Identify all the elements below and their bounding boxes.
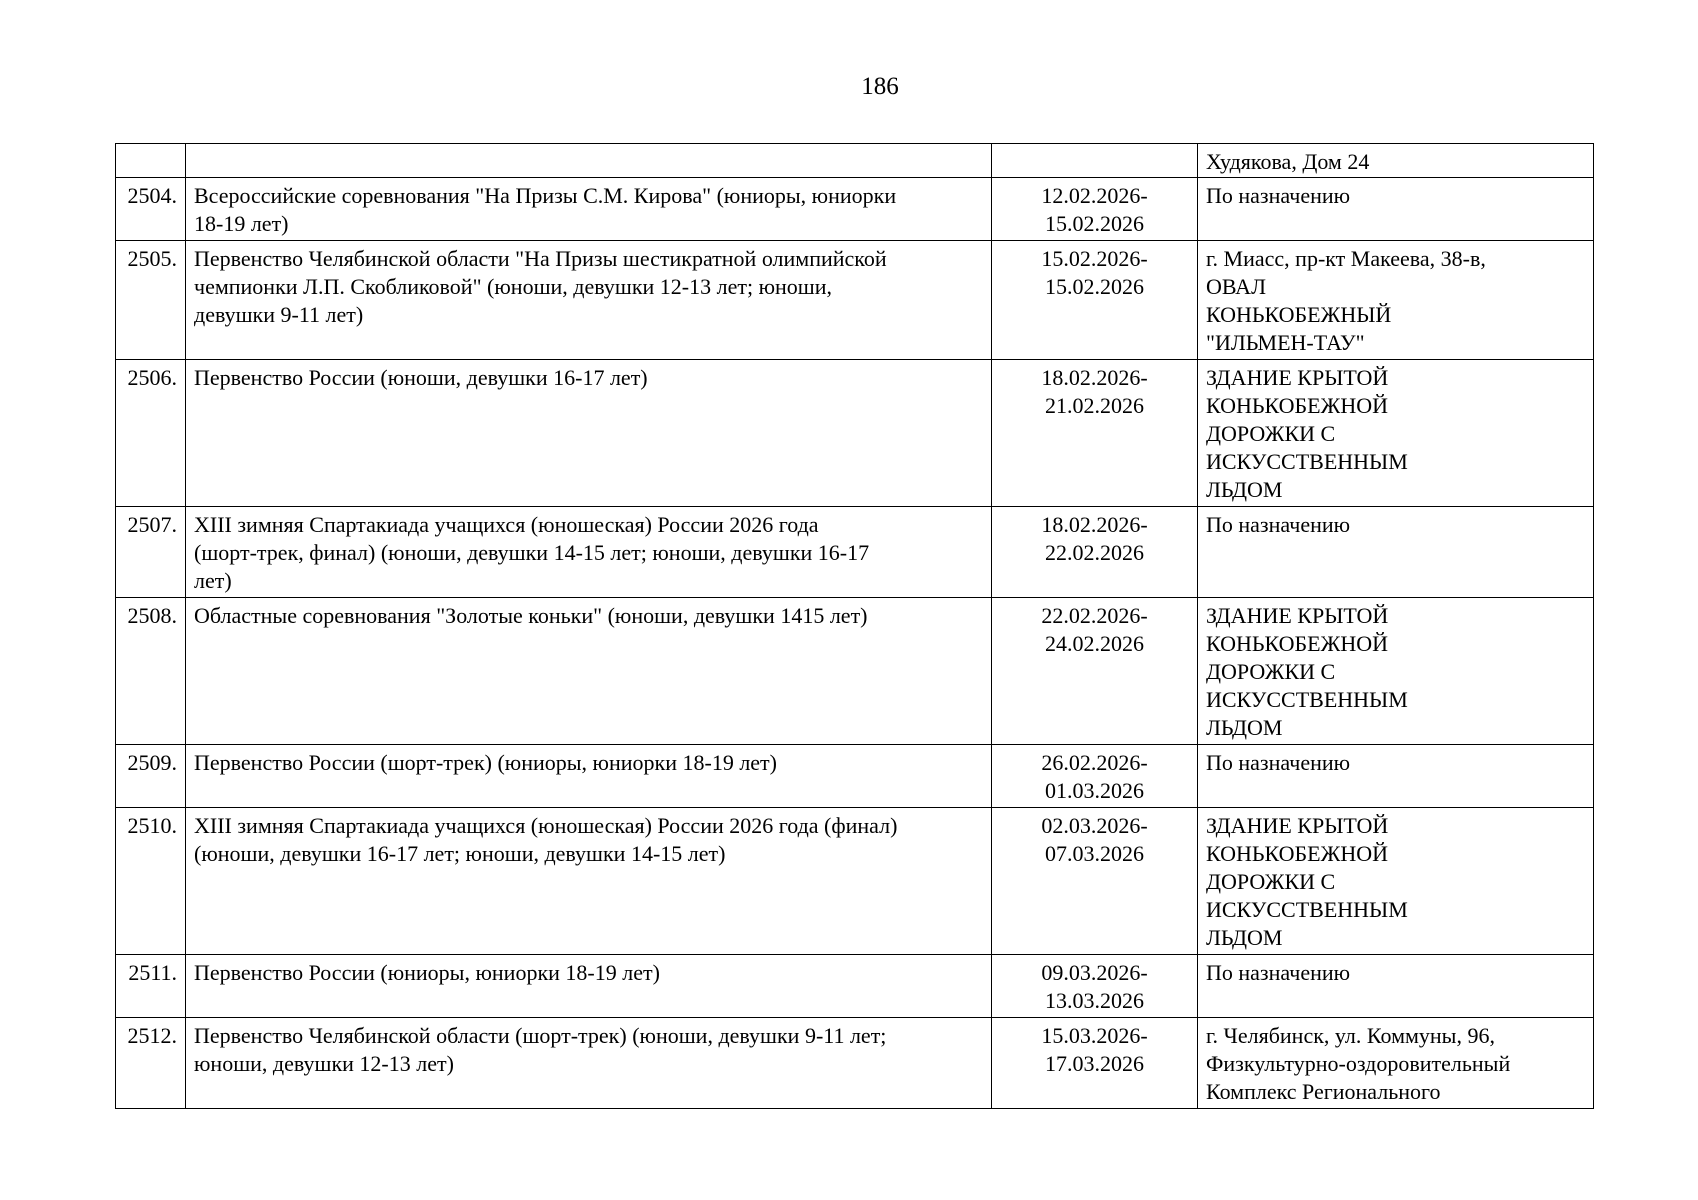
event-place-line: По назначению	[1206, 960, 1351, 985]
event-name-line: XIII зимняя Спартакиада учащихся (юношеская) России 2026 года (финал)	[194, 813, 898, 838]
event-dates-line: 18.02.2026-	[1041, 512, 1148, 537]
event-place	[1198, 178, 1594, 241]
row-number	[116, 178, 186, 241]
row-number-text: 2510.	[127, 813, 177, 838]
event-dates-line: 26.02.2026-	[1041, 750, 1148, 775]
event-name	[186, 1018, 992, 1109]
event-place-line: По назначению	[1206, 750, 1351, 775]
event-name-line: Первенство Челябинской области (шорт-трек) (юноши, девушки 9-11 лет;	[194, 1023, 887, 1048]
event-name-line: Областные соревнования "Золотые коньки" (юноши, девушки 1415 лет)	[194, 603, 868, 628]
event-dates-line: 18.02.2026-	[1041, 365, 1148, 390]
event-place-line: ЗДАНИЕ КРЫТОЙ	[1206, 365, 1389, 390]
event-dates-line: 17.03.2026	[1045, 1051, 1144, 1076]
row-number	[116, 1018, 186, 1109]
row-number	[116, 144, 186, 178]
event-name-line: (юноши, девушки 16-17 лет; юноши, девушки 14-15 лет)	[194, 841, 726, 866]
event-dates	[992, 745, 1198, 808]
event-name	[186, 808, 992, 955]
row-number	[116, 360, 186, 507]
event-name-line: чемпионки Л.П. Скобликовой" (юноши, девушки 12-13 лет; юноши,	[194, 274, 833, 299]
event-dates	[992, 598, 1198, 745]
event-name-line: Всероссийские соревнования "На Призы С.М. Кирова" (юниоры, юниорки	[194, 183, 897, 208]
event-place-line: г. Миасс, пр-кт Макеева, 38-в,	[1206, 246, 1486, 271]
event-place	[1198, 745, 1594, 808]
event-dates-line: 15.02.2026	[1045, 274, 1144, 299]
page-number: 186	[861, 73, 899, 100]
table-row	[116, 241, 1594, 360]
event-name	[186, 241, 992, 360]
event-name-line: Первенство России (юноши, девушки 16-17 лет)	[194, 365, 648, 390]
event-dates	[992, 955, 1198, 1018]
event-place-line: ОВАЛ	[1206, 274, 1266, 299]
event-dates-line: 02.03.2026-	[1041, 813, 1148, 838]
event-place-line: ЛЬДОМ	[1206, 715, 1283, 740]
event-dates-line: 22.02.2026-	[1041, 603, 1148, 628]
event-dates-line: 21.02.2026	[1045, 393, 1144, 418]
event-dates-line: 24.02.2026	[1045, 631, 1144, 656]
table-row	[116, 178, 1594, 241]
table-row	[116, 598, 1594, 745]
event-dates-line: 15.03.2026-	[1041, 1023, 1148, 1048]
events-table	[115, 143, 1594, 1109]
event-place-line: КОНЬКОБЕЖНОЙ	[1206, 393, 1388, 418]
table-row	[116, 745, 1594, 808]
event-name	[186, 955, 992, 1018]
event-name	[186, 745, 992, 808]
row-number	[116, 955, 186, 1018]
row-number-text: 2506.	[127, 365, 177, 390]
event-name-line: (шорт-трек, финал) (юноши, девушки 14-15 лет; юноши, девушки 16-17	[194, 540, 870, 565]
event-place	[1198, 144, 1594, 178]
event-name-line: XIII зимняя Спартакиада учащихся (юношеская) России 2026 года	[194, 512, 819, 537]
event-place	[1198, 360, 1594, 507]
event-place	[1198, 1018, 1594, 1109]
row-number-text: 2505.	[127, 246, 177, 271]
event-name-line: 18-19 лет)	[194, 211, 289, 236]
event-dates	[992, 808, 1198, 955]
event-place-line: Физкультурно-оздоровительный	[1206, 1051, 1511, 1076]
event-dates	[992, 241, 1198, 360]
event-place-line: ЛЬДОМ	[1206, 925, 1283, 950]
event-place-line: ЗДАНИЕ КРЫТОЙ	[1206, 603, 1389, 628]
event-place-line: КОНЬКОБЕЖНОЙ	[1206, 631, 1388, 656]
event-place-line: КОНЬКОБЕЖНОЙ	[1206, 841, 1388, 866]
event-name	[186, 360, 992, 507]
event-dates	[992, 144, 1198, 178]
event-name-line: Первенство России (юниоры, юниорки 18-19 лет)	[194, 960, 660, 985]
table-row	[116, 507, 1594, 598]
event-name	[186, 144, 992, 178]
event-name-line: лет)	[194, 568, 232, 593]
table-row	[116, 144, 1594, 178]
event-dates-line: 07.03.2026	[1045, 841, 1144, 866]
event-dates-line: 01.03.2026	[1045, 778, 1144, 803]
row-number	[116, 241, 186, 360]
event-dates	[992, 178, 1198, 241]
event-dates	[992, 360, 1198, 507]
event-dates-line: 09.03.2026-	[1041, 960, 1148, 985]
event-place	[1198, 598, 1594, 745]
event-place	[1198, 507, 1594, 598]
event-place	[1198, 241, 1594, 360]
event-place-line: По назначению	[1206, 512, 1351, 537]
event-dates	[992, 1018, 1198, 1109]
row-number	[116, 745, 186, 808]
event-name	[186, 507, 992, 598]
event-place-line: ЗДАНИЕ КРЫТОЙ	[1206, 813, 1389, 838]
event-place-line: ДОРОЖКИ С	[1206, 659, 1336, 684]
event-dates-line: 15.02.2026	[1045, 211, 1144, 236]
event-name	[186, 178, 992, 241]
row-number	[116, 598, 186, 745]
event-place-line: ДОРОЖКИ С	[1206, 869, 1336, 894]
table-row	[116, 1018, 1594, 1109]
event-place-line: ИСКУССТВЕННЫМ	[1206, 449, 1408, 474]
event-place	[1198, 808, 1594, 955]
event-dates-line: 22.02.2026	[1045, 540, 1144, 565]
event-place-line: г. Челябинск, ул. Коммуны, 96,	[1206, 1023, 1495, 1048]
event-name-line: девушки 9-11 лет)	[194, 302, 364, 327]
event-place-line: Комплекс Регионального	[1206, 1079, 1441, 1104]
event-dates-line: 15.02.2026-	[1041, 246, 1148, 271]
row-number	[116, 808, 186, 955]
event-dates-line: 13.03.2026	[1045, 988, 1144, 1013]
row-number-text: 2511.	[128, 960, 177, 985]
row-number-text: 2508.	[127, 603, 177, 628]
row-number	[116, 507, 186, 598]
row-number-text: 2509.	[127, 750, 177, 775]
row-number-text: 2504.	[127, 183, 177, 208]
event-place-line: ИСКУССТВЕННЫМ	[1206, 687, 1408, 712]
event-place-line: ДОРОЖКИ С	[1206, 421, 1336, 446]
event-dates	[992, 507, 1198, 598]
event-dates-line: 12.02.2026-	[1041, 183, 1148, 208]
event-name-line: Первенство России (шорт-трек) (юниоры, юниорки 18-19 лет)	[194, 750, 777, 775]
event-place-line: ИСКУССТВЕННЫМ	[1206, 897, 1408, 922]
event-name	[186, 598, 992, 745]
event-place-line: "ИЛЬМЕН-ТАУ"	[1206, 330, 1365, 355]
table-row	[116, 360, 1594, 507]
row-number-text: 2507.	[127, 512, 177, 537]
event-place-line: Худякова, Дом 24	[1206, 149, 1370, 174]
row-number-text: 2512.	[127, 1023, 177, 1048]
event-place-line: КОНЬКОБЕЖНЫЙ	[1206, 302, 1392, 327]
event-place-line: По назначению	[1206, 183, 1351, 208]
event-place	[1198, 955, 1594, 1018]
table-row	[116, 955, 1594, 1018]
event-place-line: ЛЬДОМ	[1206, 477, 1283, 502]
table-row	[116, 808, 1594, 955]
event-name-line: юноши, девушки 12-13 лет)	[194, 1051, 454, 1076]
event-name-line: Первенство Челябинской области "На Призы шестикратной олимпийской	[194, 246, 887, 271]
